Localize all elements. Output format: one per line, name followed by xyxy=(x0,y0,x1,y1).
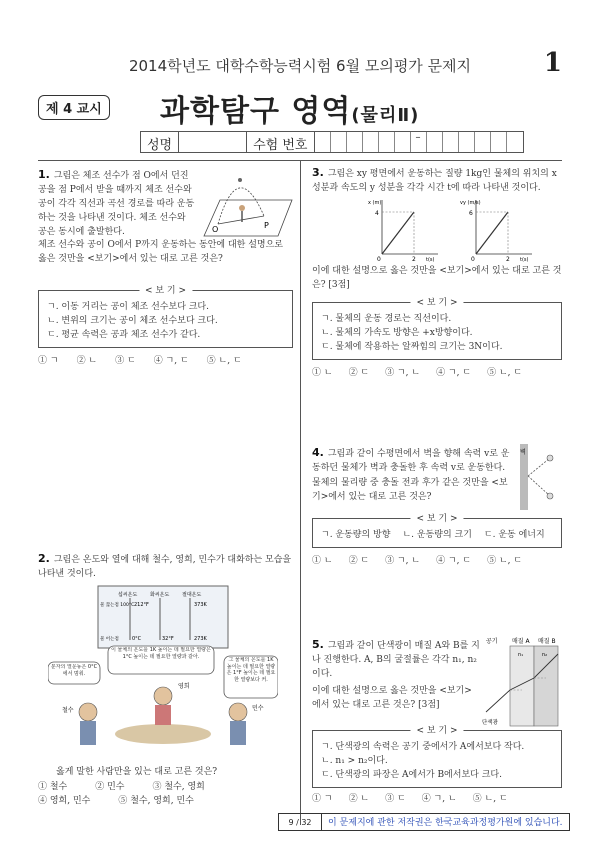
choice-4[interactable]: ④ ㄱ, ㄴ xyxy=(421,794,457,804)
bogi-item: ㄷ. 단색광의 파장은 A에서가 B에서보다 크다. xyxy=(321,770,502,780)
name-label: 성명 xyxy=(141,132,179,152)
page-counter: 9 / 32 xyxy=(278,813,322,831)
g2-ylabel: vy (m/s) xyxy=(460,200,481,206)
name-cheolsu: 철수 xyxy=(62,707,74,714)
points-label: [3점] xyxy=(418,700,440,710)
id-cell[interactable] xyxy=(315,132,331,152)
choice-1[interactable]: ① ㄱ xyxy=(312,794,333,804)
temperature-dialogue-figure xyxy=(48,584,278,754)
bogi-box xyxy=(312,726,562,788)
question-2-choices xyxy=(38,780,293,808)
choice-5[interactable]: ⑤ ㄴ, ㄷ xyxy=(487,556,523,566)
question-5-options xyxy=(312,726,562,806)
wall-label: 벽 xyxy=(520,449,526,456)
bogi-item: ㄷ. 평균 속력은 공과 체조 선수가 같다. xyxy=(47,330,201,340)
id-cell[interactable] xyxy=(443,132,459,152)
tick-0c: 0°C xyxy=(132,636,142,642)
speech-bubble-3: 분자의 열운동은 0°C에서 멈춰. xyxy=(50,664,98,677)
choice-2[interactable]: ② ㄷ xyxy=(348,368,370,378)
scale-title-fahrenheit: 화씨온도 xyxy=(150,592,170,598)
g2-xtick: 2 xyxy=(506,256,510,262)
id-cell[interactable] xyxy=(331,132,347,152)
id-cell[interactable] xyxy=(379,132,395,152)
total-pages: 32 xyxy=(301,818,312,827)
question-text: 그림은 온도와 열에 대해 철수, 영희, 민수가 대화하는 모습을 나타낸 것이다. xyxy=(38,555,292,579)
bogi-item: ㄷ. 물체에 작용하는 알짜힘의 크기는 3N이다. xyxy=(321,342,503,352)
question-5-prompt xyxy=(312,684,476,712)
bogi-item: ㄴ. 변위의 크기는 공이 체조 선수보다 크다. xyxy=(47,316,218,326)
choice-3[interactable]: ③ ㄱ, ㄴ xyxy=(385,368,421,378)
question-1-prompt: 체조 선수와 공이 O에서 P까지 운동하는 동안에 대한 설명으로 옳은 것만을 <보기>에서 있는 대로 고른 것은? xyxy=(38,240,283,264)
choice-4[interactable]: ④ ㄱ, ㄷ xyxy=(436,368,472,378)
question-text: 그림과 같이 수평면에서 벽을 향해 속력 v로 운동하던 물체가 벽과 충돌한 후 속력 v로 운동한다. xyxy=(312,449,510,473)
medium-b-label: 매질 B xyxy=(538,638,556,645)
id-cell[interactable] xyxy=(507,132,523,152)
page-number: 1 xyxy=(543,48,562,78)
choice-5[interactable]: ⑤ ㄴ, ㄷ xyxy=(472,794,508,804)
bogi-item: ㄱ. 이동 거리는 공이 체조 선수보다 크다. xyxy=(47,302,209,312)
question-2-stem xyxy=(38,552,293,581)
choice-4[interactable]: ④ ㄱ, ㄷ xyxy=(153,356,189,366)
name-field[interactable] xyxy=(179,132,247,152)
id-cell[interactable] xyxy=(395,132,411,152)
question-text: 그림은 체조 선수가 점 O에서 던진 공을 점 P에서 받을 때까지 체조 선수와 공이 각각 직선과 곡선 경로를 따라 운동하는 것을 나타낸 것이다. 체조 선수와 공은 동시에 출발한다. xyxy=(38,171,195,237)
boiling-point-label: 물 끓는점 100°C xyxy=(100,603,135,608)
choice-4[interactable]: ④ ㄱ, ㄷ xyxy=(436,556,472,566)
question-text: 그림과 같이 단색광이 매질 A와 B를 지나 진행한다. A, B의 굴절률은 각각 n₁, n₂이다. xyxy=(312,641,480,679)
bogi-title: < 보 기 > xyxy=(410,512,463,526)
gymnast-figure xyxy=(198,166,294,240)
bogi-title: < 보 기 > xyxy=(410,724,463,738)
bogi-box xyxy=(312,514,562,548)
question-1-stem xyxy=(38,168,196,239)
question-3-prompt: 이에 대한 설명으로 옳은 것만을 <보기>에서 있는 대로 고른 것은? [3점] xyxy=(312,266,562,290)
bogi-item: ㄷ. 운동 에너지 xyxy=(483,530,545,540)
choice-1[interactable]: ① 철수 xyxy=(38,782,68,792)
choice-1[interactable]: ① ㄴ xyxy=(312,556,333,566)
bogi-item: ㄱ. 물체의 운동 경로는 직선이다. xyxy=(321,314,452,324)
wall-collision-figure xyxy=(516,442,562,512)
id-label: 수험 번호 xyxy=(247,132,314,152)
choice-5[interactable]: ⑤ 철수, 영희, 민수 xyxy=(118,796,194,806)
question-5-stem xyxy=(312,638,480,681)
question-2-prompt: 옳게 말한 사람만을 있는 대로 고른 것은? xyxy=(56,767,218,777)
choice-3[interactable]: ③ ㄱ, ㄴ xyxy=(385,556,421,566)
g1-xtick: 2 xyxy=(412,256,416,262)
choice-1[interactable]: ① ㄴ xyxy=(312,368,333,378)
question-4-prompt: 물체의 물리량 중 충돌 전과 후가 같은 것만을 <보기>에서 있는 대로 고른 것은? xyxy=(312,478,508,502)
tick-32f: 32°F xyxy=(162,636,174,642)
question-3-stem xyxy=(312,166,562,195)
question-text: 그림은 xy 평면에서 운동하는 질량 1kg인 물체의 위치의 x 성분과 속도의 y 성분을 각각 시간 t에 따라 나타낸 것이다. xyxy=(312,169,557,193)
bogi-title: < 보 기 > xyxy=(139,284,192,298)
bogi-box xyxy=(312,298,562,360)
point-p-label: P xyxy=(264,221,269,230)
scale-title-kelvin: 절대온도 xyxy=(182,592,202,598)
choice-4[interactable]: ④ 영희, 민수 xyxy=(38,796,91,806)
g2-xlabel: t(s) xyxy=(520,257,529,262)
tick-273k: 273K xyxy=(194,636,207,642)
question-4-options xyxy=(312,514,562,568)
choice-3[interactable]: ③ 철수, 영희 xyxy=(152,782,205,792)
candidate-id-row xyxy=(140,131,524,153)
subject-title xyxy=(160,86,419,130)
air-label: 공기 xyxy=(486,638,498,645)
motion-graphs-figure xyxy=(366,196,546,262)
id-cell[interactable] xyxy=(491,132,507,152)
bogi-box xyxy=(38,286,293,348)
point-o-label: O xyxy=(212,225,219,234)
question-1-options xyxy=(38,286,293,368)
id-cell[interactable] xyxy=(459,132,475,152)
id-cell[interactable] xyxy=(427,132,443,152)
bogi-item: ㄴ. 물체의 가속도 방향은 +x방향이다. xyxy=(321,328,473,338)
graph-vy-vs-t xyxy=(460,200,532,262)
speech-bubble-1: 이 물체의 온도를 1K 높이는 데 필요한 열량은 1°C 높이는 데 필요한 열량과 같아. xyxy=(111,647,211,660)
light-label: 단색광 xyxy=(482,720,498,726)
n2-label: n₂ xyxy=(542,652,548,658)
question-number: 2. xyxy=(38,552,50,565)
column-divider xyxy=(300,160,301,825)
g1-ylabel: x (m) xyxy=(368,200,382,206)
choice-5[interactable]: ⑤ ㄴ, ㄷ xyxy=(487,368,523,378)
choice-2[interactable]: ② ㄷ xyxy=(348,556,370,566)
question-3-options xyxy=(312,298,562,380)
bogi-item: ㄴ. 운동량의 크기 xyxy=(402,530,472,540)
question-number: 4. xyxy=(312,446,324,459)
g1-xlabel: t(s) xyxy=(426,257,435,262)
scale-title-celsius: 섭씨온도 xyxy=(118,592,138,598)
n1-label: n₁ xyxy=(518,652,524,658)
g1-ytick: 4 xyxy=(375,210,379,217)
g1-origin: 0 xyxy=(377,256,381,262)
choice-1[interactable]: ① ㄱ xyxy=(38,356,59,366)
tick-212f: 212°F xyxy=(134,602,149,608)
question-number: 5. xyxy=(312,638,324,651)
bogi-item: ㄱ. 운동량의 방향 xyxy=(321,530,391,540)
bogi-title: < 보 기 > xyxy=(410,296,463,310)
bogi-item: ㄱ. 단색광의 속력은 공기 중에서가 A에서보다 작다. xyxy=(321,742,525,752)
question-4-stem xyxy=(312,446,512,475)
speech-bubble-2: 그 물체의 온도를 1K 높이는 데 필요한 열량은 1°F 높이는 데 필요한 열량보다 커. xyxy=(226,657,276,683)
tick-373k: 373K xyxy=(194,602,207,608)
refraction-figure xyxy=(482,632,566,728)
medium-a-label: 매질 A xyxy=(512,638,530,645)
session-label: 제 4 교시 xyxy=(38,95,110,120)
id-cell[interactable] xyxy=(363,132,379,152)
current-page: 9 xyxy=(288,818,294,827)
subject-sub: (물리Ⅱ) xyxy=(351,105,420,126)
choice-2[interactable]: ② 민수 xyxy=(95,782,125,792)
id-cell[interactable] xyxy=(475,132,491,152)
id-dash: – xyxy=(411,132,427,152)
choice-2[interactable]: ② ㄴ xyxy=(76,356,98,366)
question-number: 1. xyxy=(38,168,50,181)
choice-2[interactable]: ② ㄴ xyxy=(348,794,370,804)
choice-3[interactable]: ③ ㄷ xyxy=(385,794,406,804)
question-number: 3. xyxy=(312,166,324,179)
choice-5[interactable]: ⑤ ㄴ, ㄷ xyxy=(206,356,242,366)
subject-main: 과학탐구 영역 xyxy=(160,94,352,129)
g2-ytick: 6 xyxy=(469,210,473,217)
prompt-text: 이에 대한 설명으로 옳은 것만을 <보기>에서 있는 대로 고른 것은? xyxy=(312,686,472,710)
exam-title: 2014학년도 대학수학능력시험 6월 모의평가 문제지 xyxy=(128,57,472,75)
name-minsu: 민수 xyxy=(252,705,264,712)
bogi-item: ㄴ. n₁ > n₂이다. xyxy=(321,756,388,766)
name-younghee: 영희 xyxy=(178,683,190,690)
g2-origin: 0 xyxy=(471,256,475,262)
choice-3[interactable]: ③ ㄷ xyxy=(115,356,136,366)
id-cell[interactable] xyxy=(347,132,363,152)
copyright-notice: 이 문제지에 관한 저작권은 한국교육과정평가원에 있습니다. xyxy=(322,813,570,831)
freezing-point-label: 물 어는점 xyxy=(100,637,119,642)
graph-x-vs-t xyxy=(368,200,438,262)
